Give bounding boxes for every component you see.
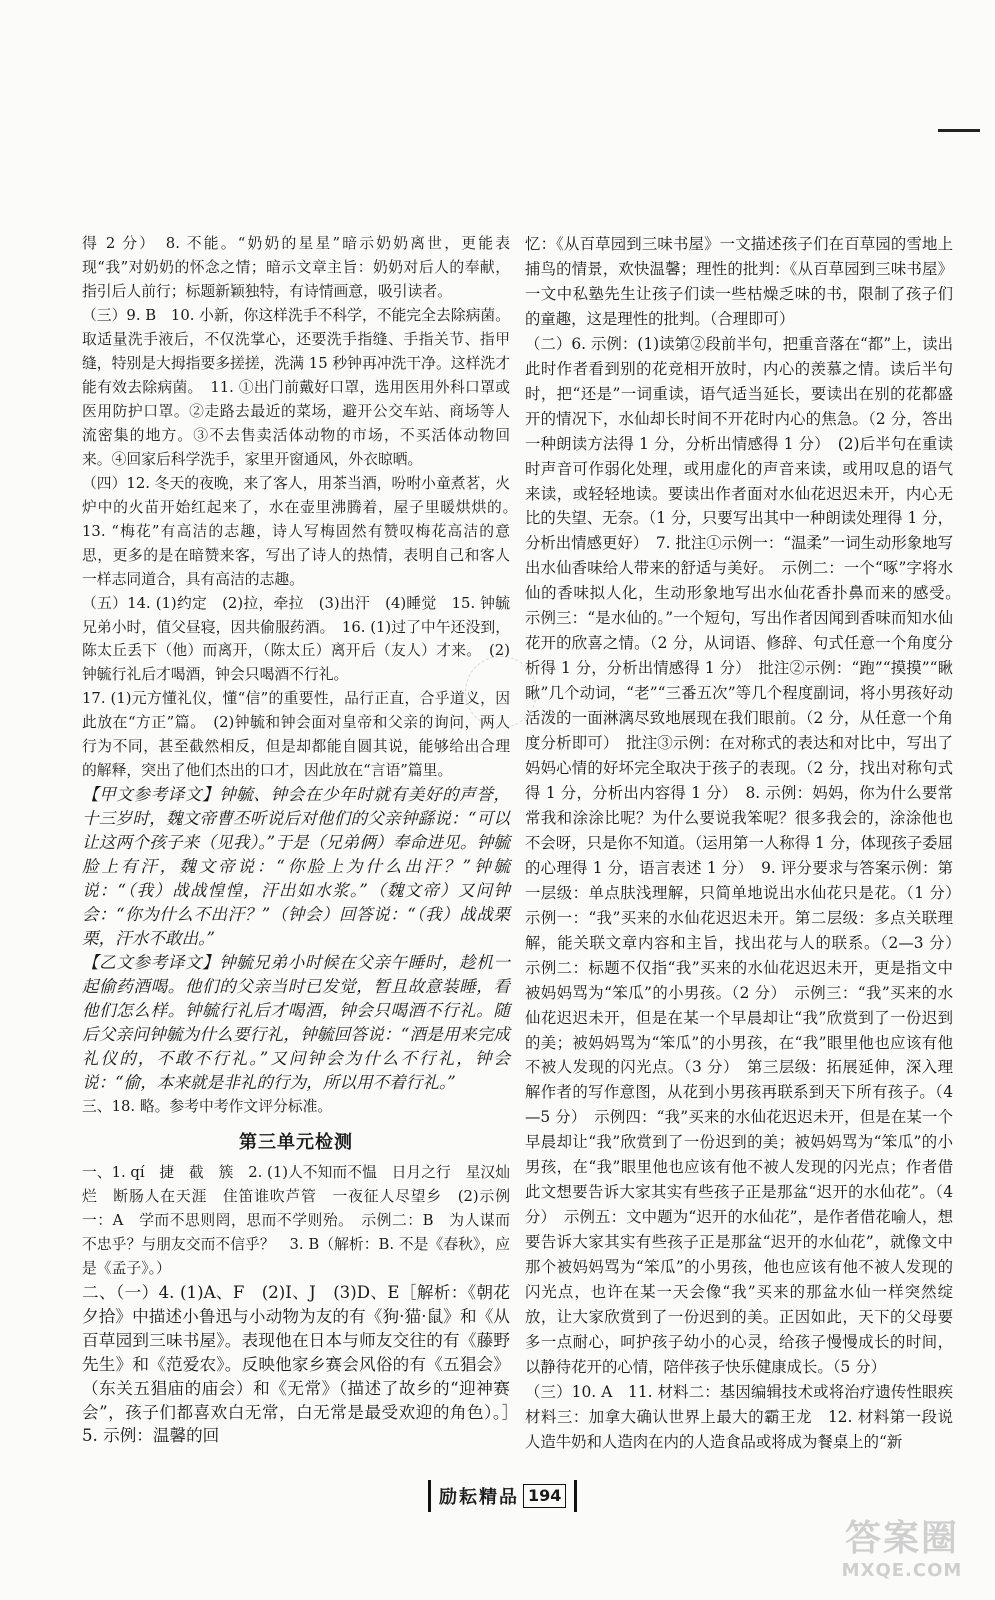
answer-paragraph: （二）6. 示例：(1)读第②段前半句，把重音落在“都”上，读出此时作者看到别的花竞相开放时，内心的羡慕之情。读后半句时，把“还是”一词重读，语气适当延长，要读出在别的花都盛开的情况下，水仙却长时间不开花时内心的焦急。（2 分，答出一种朗读方法得 1 分，分析出情感得 1 分） (2)后半句在重读时声音可作弱化处理，或用虚化的声音来读，或用叹息的语气来读，或轻轻地读。要读出作者面对水仙花迟迟未开，内心无比的失望、无奈。（1 分，只要写出其中一种朗读处理得 1 分，分析出情感更好） 7. 批注①示例一：“温柔”一词生动形象地写出水仙香味给人带来的舒适与美好。 示例二：一个“啄”字将水仙的香味拟人化，生动形象地写出水仙花香扑鼻而来的感受。 示例三：“是水仙的。”一个短句，写出作者因闻到香味而知水仙花开的欣喜之情。（2 分，从词语、修辞、句式任意一个角度分析得 1 分，分析出情感得 1 分） 批注②示例：“跑”“摸摸”“瞅瞅”几个动词，“老”“三番五次”等几个程度副词，将小男孩好动活泼的一面淋漓尽致地展现在我们眼前。（2 分，从任意一个角度分析即可） 批注③示例：在对称式的表达和对比中，写出了妈妈心情的好坏完全取决于孩子的表现。（2 分，找出对称句式得 1 分，分析出内容得 1 分） 8. 示例：妈妈，你为什么要常常我和涂涂比呢？为什么要说我笨呢？很多我会的，涂涂他也不会呀，只是你不知道。（运用第一人称得 1 分，体现孩子委屈的心理得 1 分，语言表述 1 分） 9. 评分要求与答案示例：第一层级：单点肤浅理解，只简单地说出水仙花只是花。（1 分） 示例一：“我”买来的水仙花迟迟未开。第二层级：多点关联理解，能关联文章内容和主旨，找出花与人的联系。（2—3 分） 示例二：标题不仅指“我”买来的水仙花迟迟未开，更是指文中被妈妈骂为“笨瓜”的小男孩。（2 分） 示例三：“我”买来的水仙花迟迟未开，但是在某一个早晨却让“我”欣赏到了一份迟到的美；被妈妈骂为“笨瓜”的小男孩，在“我”眼里他也应该有他不被人发现的闪光点。（3 分） 第三层级：拓展延伸，深入理解作者的写作意图，从花到小男孩再联系到天下所有孩子。（4—5 分） 示例四：“我”买来的水仙花迟迟未开，但是在某一个早晨却让“我”欣赏到了一份迟到的美；被妈妈骂为“笨瓜”的小男孩，在“我”眼里他也应该有他不被人发现的闪光点；作者借此文想要告诉大家其实有些孩子正是那盆“迟开的水仙花”。（4 分） 示例五：文中题为“迟开的水仙花”，是作者借花喻人，想要告诉大家其实有些孩子正是那盆“迟开的水仙花”，就像文中那个被妈妈骂为“笨瓜”的小男孩，他也应该有他不被人发现的闪光点，也许在某一天会像“我”买来的那盆水仙一样突然绽放，让大家欣赏到了一份迟到的美。正因如此，天下的父母要多一点耐心，呵护孩子幼小的心灵，给孩子慢慢成长的时间，以静待花开的心情，陪伴孩子快乐健康成长。（5 分） xyxy=(525,334,969,1376)
header-rule xyxy=(938,129,980,132)
brand-name: 励耘精品 xyxy=(439,1487,519,1508)
answer-paragraph: 忆：《从百草园到三味书屋》一文描述孩子们在百草园的雪地上捕鸟的情景，欢快温馨；理性的批判：《从百草园到三味书屋》一文中私塾先生让孩子们读一些枯燥乏味的书，限制了孩子们的童趣，这是理性的批判。（合理即可） xyxy=(525,235,953,328)
section-title: 第三单元检测 xyxy=(239,1131,353,1153)
answer-paragraph: 一、1. qí 捷 截 簇 2. (1)人不知而不愠 日月之行 星汉灿烂 断肠人在天涯 住笛谁吹芦管 一夜征人尽望乡 (2)示例一：A 学而不思则罔，思而不学则殆。 示例二：B 为人谋而不忠乎？与朋友交而不信乎？ 3. B（解析：B. 不是《春秋》，应是《孟子》。） xyxy=(82,1163,510,1277)
answer-paragraph: （三）9. B 10. 小新，你这样洗手不科学，不能完全去除病菌。取适量洗手液后，不仅洗掌心，还要洗手指缝、手指关节、指甲缝，特别是大拇指要多搓搓，洗满 15 秒钟再冲洗干净。这样洗才能有效去除病菌。 11. ①出门前戴好口罩，选用医用外科口罩或医用防护口罩。②走路去最近的菜场，避开公交车站、商场等人流密集的地方。③不去售卖活体动物的市场，不买活体动物回来。④回家后科学洗手，家里开窗通风，外衣晾晒。 xyxy=(82,306,510,468)
right-column xyxy=(525,232,969,1455)
watermark-sub: MXQE.COM xyxy=(841,1560,963,1581)
stamp-mark xyxy=(465,656,537,728)
page-number: 194 xyxy=(523,1484,566,1508)
answer-paragraph: （五）14. (1)约定 (2)拉，牵拉 (3)出汗 (4)睡觉 15. 钟毓兄弟小时，值父昼寝，因共偷服药酒。 16. (1)过了中午还没到，陈太丘丢下（他）而离开，（陈太丘）离开后（友人）才来。 (2)钟毓行礼后才喝酒，钟会只喝酒不行礼。 xyxy=(82,594,510,684)
left-column xyxy=(82,232,527,1448)
watermark-logo xyxy=(827,1518,977,1588)
answer-paragraph: 17. (1)元方懂礼仪，懂“信”的重要性，品行正直，合乎道义，因此放在“方正”篇。 (2)钟毓和钟会面对皇帝和父亲的询问，两人行为不同，甚至截然相反，但是却都能自圆其说，能够给出合理的解释，突出了他们杰出的口才，因此放在“言语”篇里。 xyxy=(82,690,510,780)
watermark-main: 答案圈 xyxy=(844,1518,959,1559)
answer-paragraph: 得 2 分） 8. 不能。“奶奶的星星”暗示奶奶离世，更能表现“我”对奶奶的怀念之情；暗示文章主旨：奶奶对后人的奉献，指引后人前行；标题新颖独特，有诗情画意，吸引读者。 xyxy=(82,235,510,300)
answer-paragraph: 三、18. 略。参考中考作文评分标准。 xyxy=(82,1097,333,1115)
translation-paragraph: 【甲文参考译文】钟毓、钟会在少年时就有美好的声誉，十三岁时，魏文帝曹丕听说后对他们的父亲钟繇说：“可以让这两个孩子来（见我）。”于是（兄弟俩）奉命进见。钟毓脸上有汗，魏文帝说：“你脸上为什么出汗？”钟毓说：“（我）战战惶惶，汗出如水浆。”（魏文帝）又问钟会：“你为什么不出汗？”（钟会）回答说：“（我）战战栗栗，汗水不敢出。” xyxy=(82,785,510,949)
answer-paragraph: （四）12. 冬天的夜晚，来了客人，用茶当酒，吩咐小童煮茗，火炉中的火苗开始红起来了，水在壶里沸腾着，屋子里暖烘烘的。 13. “梅花”有高洁的志趣，诗人写梅固然有赞叹梅花高洁的意思，更多的是在暗赞来客，写出了诗人的热情，表明自己和客人一样志同道合，具有高洁的志趣。 xyxy=(82,474,525,588)
answer-paragraph: （三）10. A 11. 材料二：基因编辑技术或将治疗遗传性眼疾 材料三：加拿大确认世界上最大的霸王龙 12. 材料第一段说人造牛奶和人造肉在内的人造食品或将成为餐桌上的“新 xyxy=(525,1382,969,1451)
answer-paragraph: 二、（一）4. (1)A、F (2)I、J (3)D、E［解析：《朝花夕拾》中描述小鲁迅与小动物为友的有《狗·猫·鼠》和《从百草园到三味书屋》。表现他在日本与师友交往的有《藤野先生》和《范爱农》。反映他家乡赛会风俗的有《五猖会》（东关五猖庙的庙会）和《无常》（描述了故乡的“迎神赛会”，孩子们都喜欢白无常，白无常是最受欢迎的角色）。］ 5. 示例：温馨的回 xyxy=(82,1282,527,1446)
translation-paragraph: 【乙文参考译文】钟毓兄弟小时候在父亲午睡时，趁机一起偷药酒喝。他们的父亲当时已发觉，暂且故意装睡，看他们怎么样。钟毓行礼后才喝酒，钟会只喝酒不行礼。随后父亲问钟毓为什么要行礼，钟毓回答说：“酒是用来完成礼仪的，不敢不行礼。”又问钟会为什么不行礼，钟会说：“偷，本来就是非礼的行为，所以用不着行礼。” xyxy=(82,953,510,1092)
page-footer xyxy=(0,1480,995,1520)
brand-logo xyxy=(428,1480,577,1512)
